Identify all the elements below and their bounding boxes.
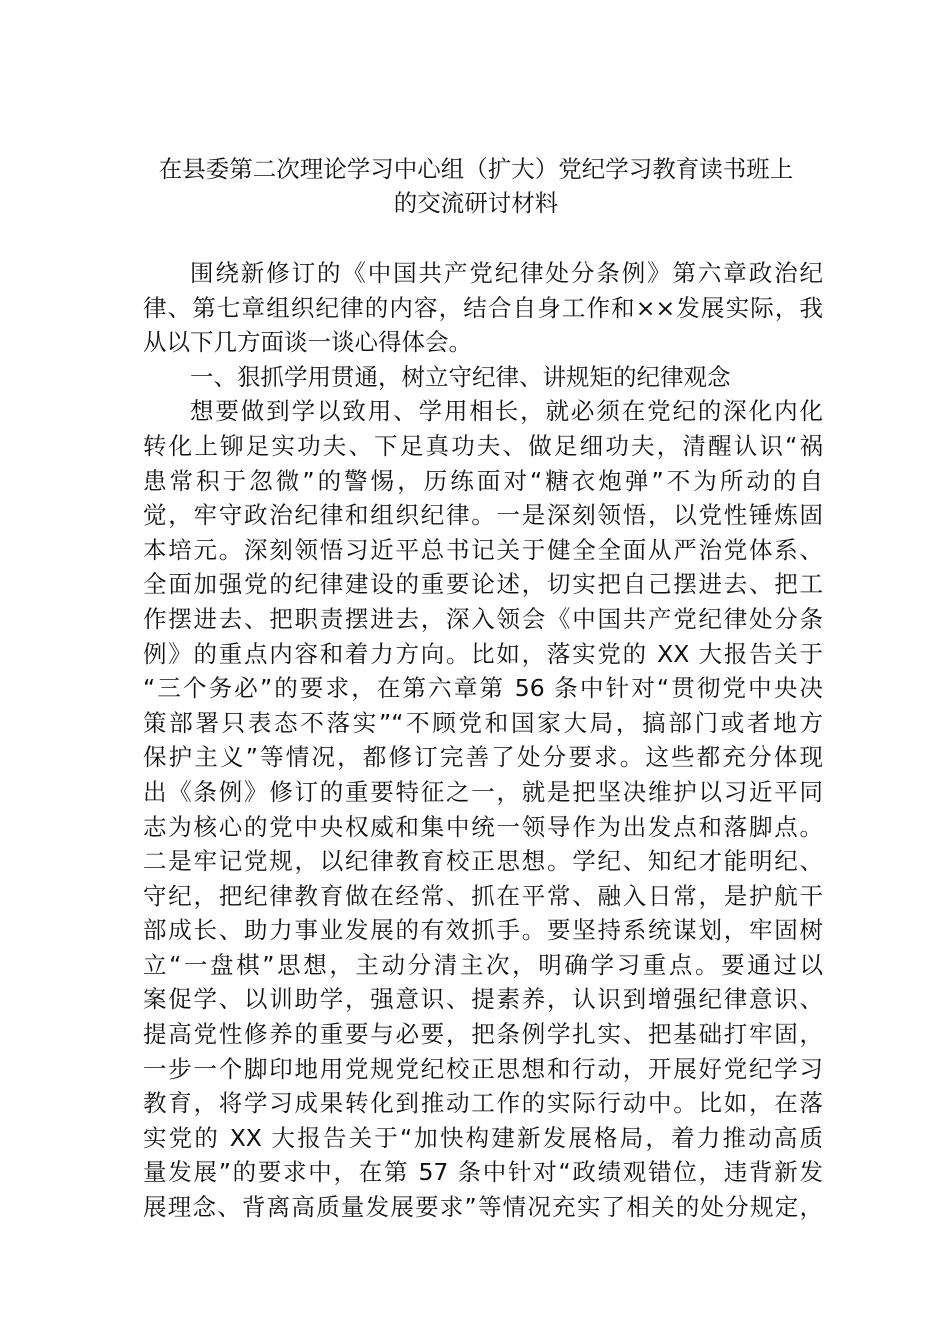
body-line: “三个务必”的要求，在第六章第 56 条中针对“贯彻党中央决 [143, 674, 823, 703]
body-line: 立“一盘棋”思想，主动分清主次，明确学习重点。要通过以 [143, 950, 823, 979]
body-line: 患常积于忽微”的警惕，历练面对“糖衣炮弹”不为所动的自 [143, 466, 823, 495]
body-line: 策部署只表态不落实”“不顾党和国家大局，搞部门或者地方 [143, 708, 823, 737]
body-line: 志为核心的党中央权威和集中统一领导作为出发点和落脚点。 [143, 812, 823, 841]
body-line: 本培元。深刻领悟习近平总书记关于健全全面从严治党体系、 [143, 535, 823, 564]
body-line: 围绕新修订的《中国共产党纪律处分条例》第六章政治纪 [190, 259, 823, 287]
title-line-2: 的交流研讨材料 [393, 189, 559, 217]
body-line: 保护主义”等情况，都修订完善了处分要求。这些都充分体现 [143, 743, 823, 772]
document-body [143, 256, 823, 1225]
body-line: 转化上铆足实功夫、下足真功夫、做足细功夫，清醒认识“祸 [143, 431, 823, 460]
body-line: 教育，将学习成果转化到推动工作的实际行动中。比如，在落 [143, 1089, 823, 1118]
body-line: 全面加强党的纪律建设的重要论述，切实把自己摆进去、把工 [143, 570, 823, 599]
body-line: 守纪，把纪律教育做在经常、抓在平常、融入日常，是护航干 [143, 881, 823, 910]
body-line: 从以下几方面谈一谈心得体会。 [143, 328, 472, 357]
body-line: 觉，牢守政治纪律和组织纪律。一是深刻领悟，以党性锤炼固 [143, 501, 823, 530]
body-line: 部成长、助力事业发展的有效抓手。要坚持系统谋划，牢固树 [143, 916, 823, 945]
document-title [140, 152, 812, 220]
body-line: 量发展”的要求中，在第 57 条中针对“政绩观错位，违背新发 [143, 1158, 823, 1187]
body-line: 二是牢记党规，以纪律教育校正思想。学纪、知纪才能明纪、 [143, 847, 823, 876]
section-heading: 一、狠抓学用贯通，树立守纪律、讲规矩的纪律观念 [190, 362, 731, 391]
body-line: 出《条例》修订的重要特征之一，就是把坚决维护以习近平同 [143, 777, 823, 806]
body-line: 展理念、背离高质量发展要求”等情况充实了相关的处分规定， [143, 1193, 823, 1222]
body-line: 提高党性修养的重要与必要，把条例学扎实、把基础打牢固， [143, 1020, 823, 1049]
body-line: 作摆进去、把职责摆进去，深入领会《中国共产党纪律处分条 [143, 604, 823, 633]
body-line: 案促学、以训助学，强意识、提素养，认识到增强纪律意识、 [143, 985, 823, 1014]
title-line-1: 在县委第二次理论学习中心组（扩大）党纪学习教育读书班上 [158, 155, 794, 183]
body-line: 一步一个脚印地用党规党纪校正思想和行动，开展好党纪学习 [143, 1054, 823, 1083]
body-line: 想要做到学以致用、学用相长，就必须在党纪的深化内化 [190, 397, 823, 426]
body-line: 例》的重点内容和着力方向。比如，落实党的 XX 大报告关于 [143, 639, 823, 668]
body-line: 实党的 XX 大报告关于“加快构建新发展格局，着力推动高质 [143, 1123, 823, 1152]
body-line: 律、第七章组织纪律的内容，结合自身工作和××发展实际，我 [143, 293, 823, 322]
